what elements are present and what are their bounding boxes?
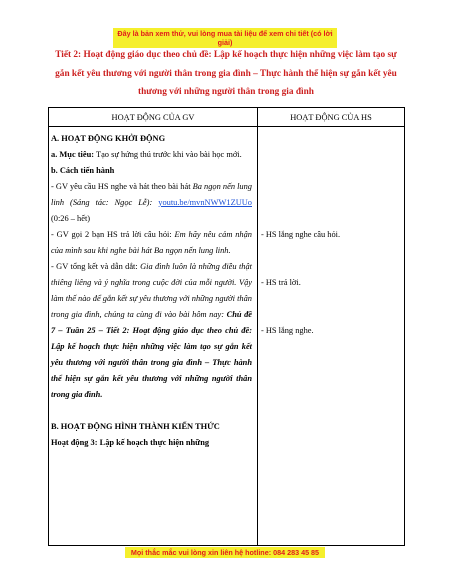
lesson-title: Tiết 2: Hoạt động giáo dục theo chủ đề: Lập kế hoạch thực hiện những việc làm tạo sự gắn kết yêu thương với người thân trong gia đình – Thực hành thể hiện sự gắn kết yêu thương với những người thân trong gia đình	[55, 50, 397, 97]
step-3-text: - GV tổng kết và dẫn dắt:	[51, 262, 141, 271]
activity-table	[48, 107, 405, 546]
objective-text: Tạo sự hứng thú trước khi vào bài học mới.	[94, 150, 242, 159]
step-1-paragraph	[51, 179, 252, 227]
teacher-activity-cell	[49, 127, 258, 546]
table-row	[49, 127, 405, 546]
objective-paragraph	[51, 147, 252, 163]
step-3-paragraph	[51, 259, 252, 403]
step-2-question: Em hãy nêu cảm nhận của mình sau khi nghe bài hát Ba ngọn nến lung linh.	[51, 230, 252, 255]
header-teacher-activity: HOẠT ĐỘNG CỦA GV	[49, 108, 258, 127]
step-2-paragraph	[51, 227, 252, 259]
table-header-row	[49, 108, 405, 127]
header-student-activity: HOẠT ĐỘNG CỦA HS	[258, 108, 405, 127]
hotline-banner: Mọi thắc mắc vui lòng xin liên hệ hotline: 084 283 45 85	[125, 547, 325, 558]
procedure-heading: b. Cách tiến hành	[51, 166, 115, 175]
step-3-italic: Gia đình luôn là những điều thật thiêng liêng và ý nghĩa trong cuộc đời của mỗi người. Vậy làm thế nào để gắn kết sự yêu thương với những người thân trong gia đình, chúng ta cùng đi vào bài hôm nay:	[51, 262, 252, 319]
song-time: (0:26 – hết)	[51, 214, 91, 223]
section-a-heading: A. HOẠT ĐỘNG KHỞI ĐỘNG	[51, 134, 166, 143]
activity-3-heading: Hoạt động 3: Lập kế hoạch thực hiện những	[51, 438, 210, 447]
student-response-3: - HS lắng nghe.	[261, 326, 314, 335]
section-b-heading: B. HOẠT ĐỘNG HÌNH THÀNH KIẾN THỨC	[51, 422, 220, 431]
song-link[interactable]: youtu.be/mvnNWW1ZUUo	[158, 198, 252, 207]
song-title: Ba ngọn nến lung linh (Sáng tác: Ngọc Lễ):	[51, 182, 252, 207]
step-2-text: - GV gọi 2 bạn HS trả lời câu hỏi:	[51, 230, 175, 239]
step-3-topic: Chủ đề 7 – Tuần 25 – Tiết 2: Hoạt động giáo dục theo chủ đề: Lập kế hoạch thực hiện những việc làm tạo sự gắn kết yêu thương với người thân trong gia đình – Thực hành thể hiện sự gắn kết yêu thương với những người thân trong gia đình.	[51, 310, 252, 399]
preview-banner: Đây là bản xem thử, vui lòng mua tài liệu để xem chi tiết (có lời giải)	[113, 28, 337, 48]
student-response-2: - HS trả lời.	[261, 278, 301, 287]
student-response-1: - HS lắng nghe câu hỏi.	[261, 230, 341, 239]
step-1-text: - GV yêu cầu HS nghe và hát theo bài hát	[51, 182, 193, 191]
objective-label: a. Mục tiêu:	[51, 150, 95, 159]
student-activity-cell	[258, 127, 405, 546]
